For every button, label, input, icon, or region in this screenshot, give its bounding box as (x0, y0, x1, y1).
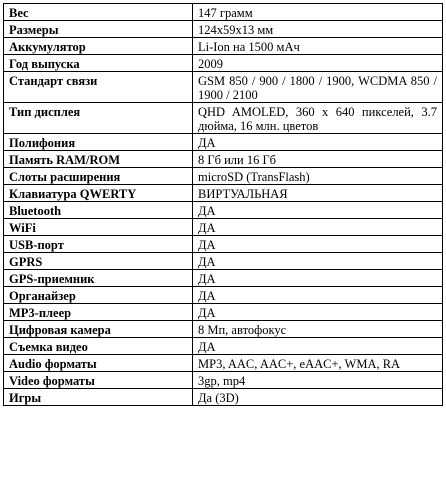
spec-label: Audio форматы (4, 355, 193, 372)
table-row (4, 151, 443, 168)
table-row (4, 321, 443, 338)
spec-value: 3gp, mp4 (193, 372, 443, 389)
table-row (4, 4, 443, 21)
spec-value: Да (3D) (193, 389, 443, 406)
table-row (4, 55, 443, 72)
table-row (4, 185, 443, 202)
spec-value: 2009 (193, 55, 443, 72)
spec-label: USB-порт (4, 236, 193, 253)
table-row (4, 287, 443, 304)
spec-label: Вес (4, 4, 193, 21)
spec-value: microSD (TransFlash) (193, 168, 443, 185)
spec-label: Игры (4, 389, 193, 406)
table-row (4, 103, 443, 134)
spec-label: GPRS (4, 253, 193, 270)
specs-table (3, 3, 443, 406)
table-row (4, 253, 443, 270)
spec-value: 124x59x13 мм (193, 21, 443, 38)
table-row (4, 372, 443, 389)
spec-label: Слоты расширения (4, 168, 193, 185)
spec-label: Размеры (4, 21, 193, 38)
table-row (4, 355, 443, 372)
specs-table-body (4, 4, 443, 406)
table-row (4, 38, 443, 55)
spec-label: Память RAM/ROM (4, 151, 193, 168)
table-row (4, 168, 443, 185)
spec-value: ДА (193, 236, 443, 253)
table-row (4, 21, 443, 38)
spec-value: ДА (193, 134, 443, 151)
table-row (4, 389, 443, 406)
spec-label: Клавиатура QWERTY (4, 185, 193, 202)
spec-label: Год выпуска (4, 55, 193, 72)
table-row (4, 270, 443, 287)
spec-value: GSM 850 / 900 / 1800 / 1900, WCDMA 850 / 1900 / 2100 (193, 72, 443, 103)
spec-value: ВИРТУАЛЬНАЯ (193, 185, 443, 202)
spec-value: ДА (193, 287, 443, 304)
spec-label: Video форматы (4, 372, 193, 389)
spec-value: 8 Мп, автофокус (193, 321, 443, 338)
spec-label: Полифония (4, 134, 193, 151)
table-row (4, 72, 443, 103)
spec-value: ДА (193, 202, 443, 219)
spec-value: 8 Гб или 16 Гб (193, 151, 443, 168)
spec-value: ДА (193, 219, 443, 236)
spec-value: ДА (193, 270, 443, 287)
spec-value: QHD AMOLED, 360 x 640 пикселей, 3.7 дюйма, 16 млн. цветов (193, 103, 443, 134)
spec-label: Тип дисплея (4, 103, 193, 134)
spec-value: MP3, AAC, AAC+, eAAC+, WMA, RA (193, 355, 443, 372)
spec-label: Цифровая камера (4, 321, 193, 338)
table-row (4, 134, 443, 151)
table-row (4, 236, 443, 253)
spec-value: ДА (193, 304, 443, 321)
table-row (4, 338, 443, 355)
spec-label: Съемка видео (4, 338, 193, 355)
table-row (4, 202, 443, 219)
spec-value: Li-Ion на 1500 мАч (193, 38, 443, 55)
spec-label: Стандарт связи (4, 72, 193, 103)
spec-value: ДА (193, 253, 443, 270)
spec-label: Bluetooth (4, 202, 193, 219)
table-row (4, 219, 443, 236)
spec-label: Органайзер (4, 287, 193, 304)
spec-value: ДА (193, 338, 443, 355)
spec-label: GPS-приемник (4, 270, 193, 287)
spec-label: MP3-плеер (4, 304, 193, 321)
table-row (4, 304, 443, 321)
spec-label: WiFi (4, 219, 193, 236)
spec-label: Аккумулятор (4, 38, 193, 55)
spec-value: 147 грамм (193, 4, 443, 21)
